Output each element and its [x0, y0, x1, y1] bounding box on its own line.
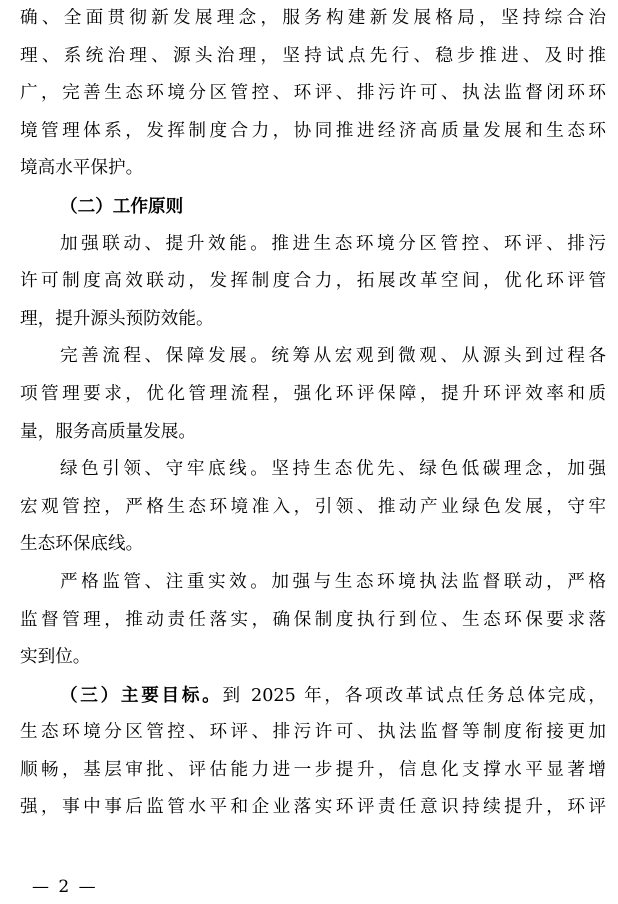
paragraph-principle-3 — [20, 451, 606, 564]
text-line: 境高水平保护。 — [20, 158, 144, 179]
text-line: 宏观管控，严格生态环境准入，引领、推动产业绿色发展，守牢 — [20, 496, 606, 517]
text-line: 加强联动、提升效能。推进生态环境分区管控、环评、排污 — [60, 233, 606, 254]
paragraph-intro — [20, 0, 606, 188]
document-body — [20, 0, 606, 827]
text-line: 监督管理，推动责任落实，确保制度执行到位、生态环保要求落 — [20, 609, 606, 630]
text-line: 生态环境分区管控、环评、排污许可、执法监督等制度衔接更加 — [20, 722, 606, 743]
text-line: 许可制度高效联动，发挥制度合力，拓展改革空间，优化环评管 — [20, 271, 606, 292]
paragraph-main-goals — [20, 677, 606, 827]
paragraph-principle-1 — [20, 226, 606, 339]
text-line: 境管理体系，发挥制度合力，协同推进经济高质量发展和生态环 — [20, 120, 606, 141]
page-number: — 2 — — [32, 877, 98, 897]
text-line: 顺畅，基层审批、评估能力进一步提升，信息化支撑水平显著增 — [20, 759, 606, 780]
section-heading-work-principles: （二）工作原则 — [60, 195, 184, 217]
text-line: 绿色引领、守牢底线。坚持生态优先、绿色低碳理念，加强 — [60, 459, 606, 480]
text-line: 量，服务高质量发展。 — [20, 421, 196, 442]
text-line: 理、系统治理、源头治理，坚持试点先行、稳步推进、及时推 — [20, 45, 606, 66]
text-line: 生态环保底线。 — [20, 534, 144, 555]
text-line — [20, 677, 606, 715]
text-line: 确、全面贯彻新发展理念，服务构建新发展格局，坚持综合治 — [20, 8, 606, 28]
text-line: 实到位。 — [20, 647, 91, 668]
text-line: 严格监管、注重实效。加强与生态环境执法监督联动，严格 — [60, 571, 606, 592]
paragraph-principle-4 — [20, 564, 606, 677]
text-line: 完善流程、保障发展。统筹从宏观到微观、从源头到过程各 — [60, 346, 606, 367]
paragraph-principle-2 — [20, 338, 606, 451]
text-line: 理，提升源头预防效能。 — [20, 308, 214, 329]
text-line: 强，事中事后监管水平和企业落实环评责任意识持续提升，环评 — [20, 797, 606, 818]
text-line: 广，完善生态环境分区管控、环评、排污许可、执法监督闭环环 — [20, 83, 606, 104]
section-heading-main-goals: （三）主要目标。 — [60, 684, 223, 706]
text-line: 项管理要求，优化管理流程，强化环评保障，提升环评效率和质 — [20, 383, 606, 404]
text-run: 到 2025 年，各项改革试点任务总体完成， — [222, 685, 606, 706]
